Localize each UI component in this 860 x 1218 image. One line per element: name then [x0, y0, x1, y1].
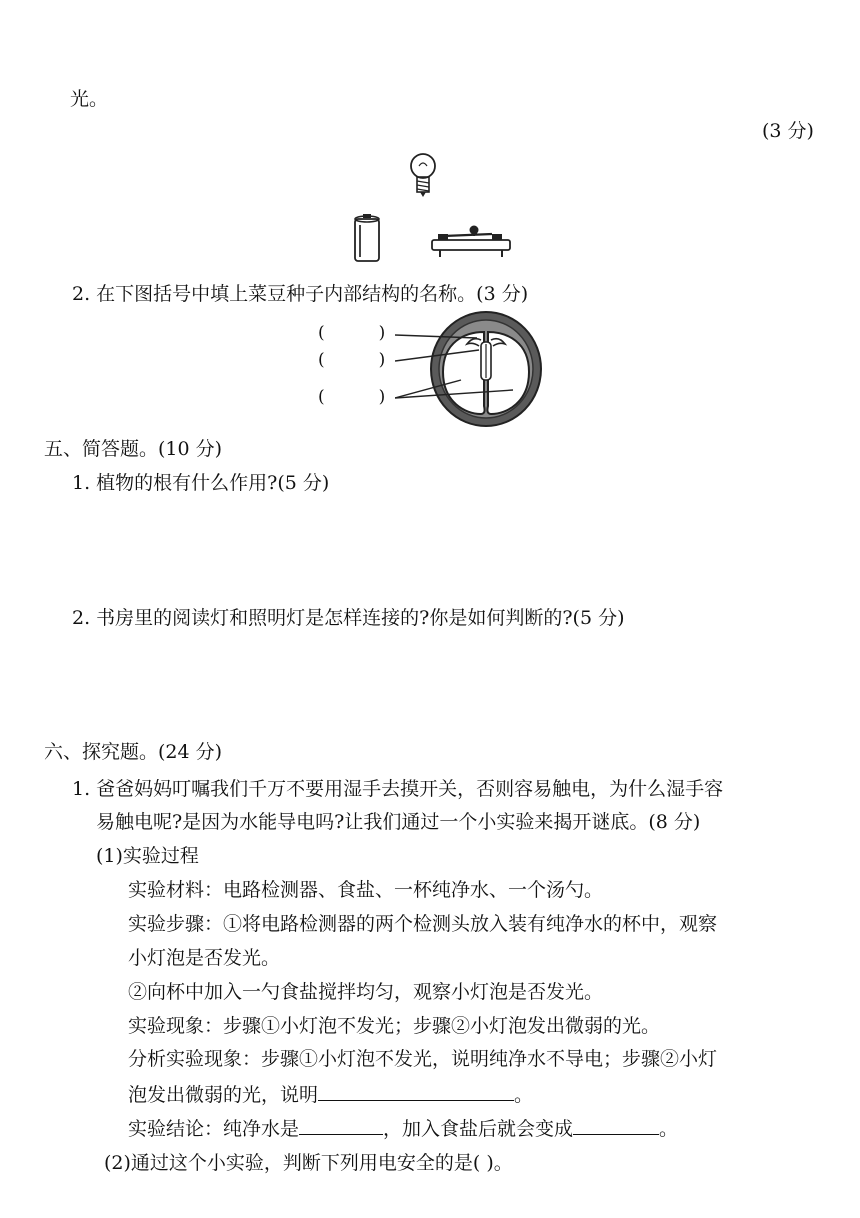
experiment-steps-line-2: 小灯泡是否发光。: [128, 947, 281, 969]
seed-label-blank-2[interactable]: ( ): [318, 350, 386, 370]
question-wet-hands-line-1: 1. 爸爸妈妈叮嘱我们千万不要用湿手去摸开关，否则容易触电，为什么湿手容: [72, 778, 724, 800]
section-6-title: 六、探究题。(24 分): [44, 741, 223, 763]
analysis-period: 。: [514, 1084, 534, 1106]
experiment-steps-line-1: 实验步骤：①将电路检测器的两个检测头放入装有纯净水的杯中，观察: [128, 913, 718, 935]
bean-seed-diagram: [395, 310, 545, 428]
analysis-answer-blank[interactable]: [318, 1080, 514, 1101]
experiment-conclusion: [128, 1114, 678, 1142]
conclusion-blank-1[interactable]: [299, 1114, 383, 1135]
score-label: (3 分): [762, 120, 814, 142]
conclusion-text-a: 实验结论：纯净水是: [128, 1118, 300, 1140]
light-bulb-icon: [405, 150, 441, 202]
question-root-function: 1. 植物的根有什么作用?(5 分): [72, 472, 330, 494]
experiment-analysis-line-2: [128, 1080, 533, 1108]
section-5-title: 五、简答题。(10 分): [44, 438, 223, 460]
experiment-process-title: (1)实验过程: [96, 845, 199, 867]
switch-icon: [430, 222, 512, 260]
conclusion-text-c: 。: [659, 1118, 679, 1140]
analysis-text: 泡发出微弱的光，说明: [128, 1084, 319, 1106]
question-electrical-safety: (2)通过这个小实验，判断下列用电安全的是( )。: [104, 1152, 513, 1174]
experiment-phenomenon: 实验现象：步骤①小灯泡不发光；步骤②小灯泡发出微弱的光。: [128, 1015, 661, 1037]
question-lamp-connection: 2. 书房里的阅读灯和照明灯是怎样连接的?你是如何判断的?(5 分): [72, 607, 625, 629]
previous-question-tail: 光。: [70, 88, 109, 110]
seed-label-blank-1[interactable]: ( ): [318, 323, 386, 343]
experiment-steps-line-3: ②向杯中加入一勺食盐搅拌均匀，观察小灯泡是否发光。: [128, 981, 604, 1003]
seed-label-blank-3[interactable]: ( ): [318, 387, 386, 407]
question-seed-structure: 2. 在下图括号中填上菜豆种子内部结构的名称。(3 分): [72, 283, 529, 305]
conclusion-text-b: ，加入食盐后就会变成: [383, 1118, 574, 1140]
experiment-analysis-line-1: 分析实验现象：步骤①小灯泡不发光，说明纯净水不导电；步骤②小灯: [128, 1048, 718, 1070]
battery-icon: [352, 213, 382, 265]
experiment-materials: 实验材料：电路检测器、食盐、一杯纯净水、一个汤勺。: [128, 879, 604, 901]
conclusion-blank-2[interactable]: [573, 1114, 659, 1135]
question-wet-hands-line-2: 易触电呢?是因为水能导电吗?让我们通过一个小实验来揭开谜底。(8 分): [96, 811, 701, 833]
